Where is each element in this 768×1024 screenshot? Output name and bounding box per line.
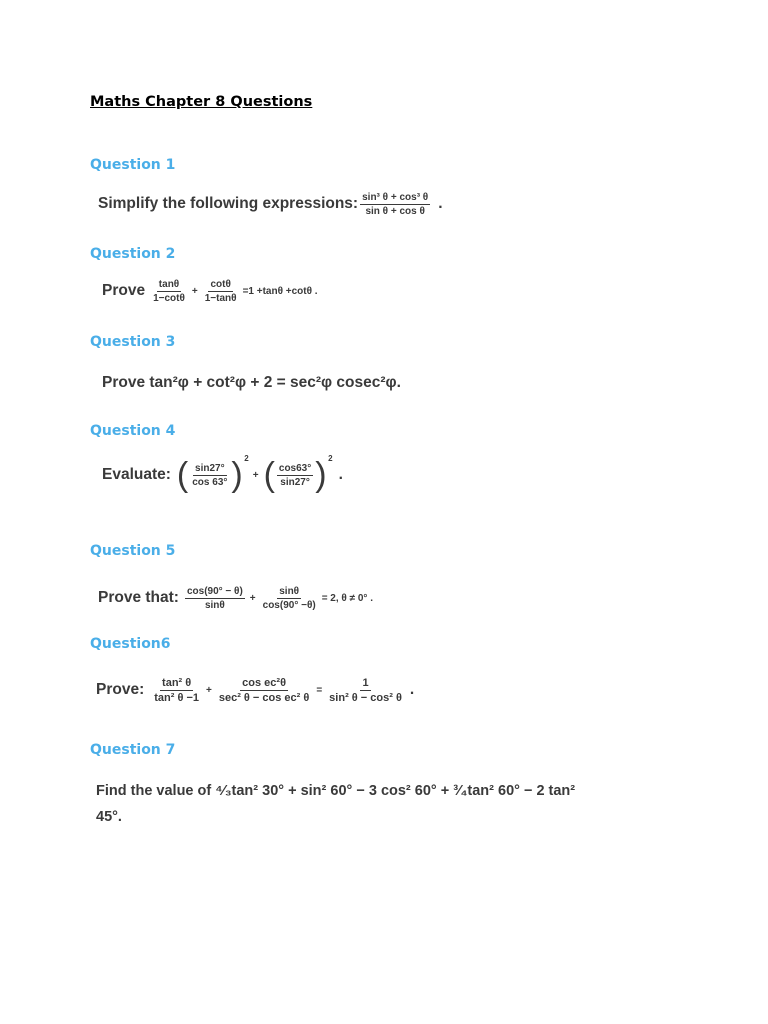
document-title: Maths Chapter 8 Questions xyxy=(90,94,313,110)
q2-fraction-2 xyxy=(203,279,239,304)
q5-rhs: = 2, θ ≠ 0° . xyxy=(321,592,373,604)
q5-f1-numerator: cos(90° − θ) xyxy=(186,585,243,597)
q6-f2-numerator: cos ec²θ xyxy=(242,676,287,689)
question-3-body: Prove tan²φ + cot²φ + 2 = sec²φ cosec²φ. xyxy=(102,374,401,391)
q4-f2-denominator: sin27° xyxy=(280,476,310,488)
q4-paren-2: ( $\frac{\cos 63^\circ}{\sin 27^\circ}$ ) 2 xyxy=(263,454,333,494)
q1-numerator: sin³ θ + cos³ θ xyxy=(362,191,429,203)
q6-tail: . xyxy=(409,681,415,698)
question-3-heading: Question 3 xyxy=(90,334,176,350)
question-1-heading: Question 1 xyxy=(90,157,176,173)
q6-fraction-1 xyxy=(152,677,201,704)
q6-fraction-3 xyxy=(327,677,404,704)
q6-f2-denominator: sec² θ − cos ec² θ xyxy=(218,691,310,704)
question-5-body xyxy=(98,580,373,616)
q6-plus: + xyxy=(206,684,212,696)
q5-lead: Prove that: xyxy=(98,589,179,606)
q4-fraction-2 xyxy=(277,463,313,488)
q6-lead: Prove: xyxy=(96,681,145,698)
q2-f1-numerator: tanθ xyxy=(158,278,180,290)
q5-fraction-2 xyxy=(261,586,318,611)
q4-lead: Evaluate: xyxy=(102,466,171,483)
q4-f1-numerator: sin27° xyxy=(195,462,225,474)
q6-f3-numerator: 1 xyxy=(362,676,369,689)
q2-rhs: =1 +tanθ +cotθ . xyxy=(242,285,318,297)
q1-lead: Simplify the following expressions: xyxy=(98,195,359,212)
question-2-heading: Question 2 xyxy=(90,246,176,262)
q2-fraction-1 xyxy=(151,279,187,304)
q1-denominator: sin θ + cos θ xyxy=(365,205,425,217)
q6-fraction-2 xyxy=(217,677,311,704)
question-4-heading: Question 4 xyxy=(90,423,176,439)
q6-f1-denominator: tan² θ −1 xyxy=(154,691,200,704)
question-7-line-1: Find the value of ⁴⁄₃tan² 30° + sin² 60° − 3 cos² 60° + ³⁄₄tan² 60° − 2 tan² xyxy=(96,783,576,799)
q1-fraction xyxy=(360,192,430,217)
q5-f2-numerator: sinθ xyxy=(279,585,300,597)
question-7-line-2: 45°. xyxy=(96,809,122,825)
q5-f2-denominator: cos(90° −θ) xyxy=(262,599,316,611)
q1-tail: . xyxy=(438,195,443,212)
q4-tail: . xyxy=(338,466,343,483)
q2-plus: + xyxy=(191,285,198,297)
question-6-body xyxy=(96,670,414,710)
q4-paren-1: ( $\frac{\sin 27^\circ}{\cos 63^\circ}$ ) 2 xyxy=(176,454,249,494)
question-4-body xyxy=(102,454,343,496)
q6-f3-denominator: sin² θ − cos² θ xyxy=(329,691,402,704)
question-2-body xyxy=(102,274,318,308)
question-1-body xyxy=(98,186,443,222)
question-5-heading: Question 5 xyxy=(90,543,176,559)
q2-lead: Prove xyxy=(102,282,146,299)
q5-f1-denominator: sinθ xyxy=(204,599,225,611)
q2-f1-denominator: 1−cotθ xyxy=(153,292,185,304)
q4-plus: + xyxy=(252,469,259,481)
q4-fraction-1 xyxy=(190,463,229,488)
q4-exponent-2: 2 xyxy=(328,454,333,463)
q5-fraction-1 xyxy=(185,586,245,611)
question-6-heading: Question6 xyxy=(90,636,171,652)
q4-f1-denominator: cos 63° xyxy=(192,476,228,488)
q2-f2-denominator: 1−tanθ xyxy=(204,292,237,304)
q5-plus: + xyxy=(249,592,256,604)
q6-f1-numerator: tan² θ xyxy=(162,676,192,689)
q6-equals: = xyxy=(316,684,323,696)
q2-f2-numerator: cotθ xyxy=(210,278,231,290)
question-7-heading: Question 7 xyxy=(90,742,176,758)
q4-exponent-1: 2 xyxy=(244,454,249,463)
q4-f2-numerator: cos63° xyxy=(278,462,312,474)
